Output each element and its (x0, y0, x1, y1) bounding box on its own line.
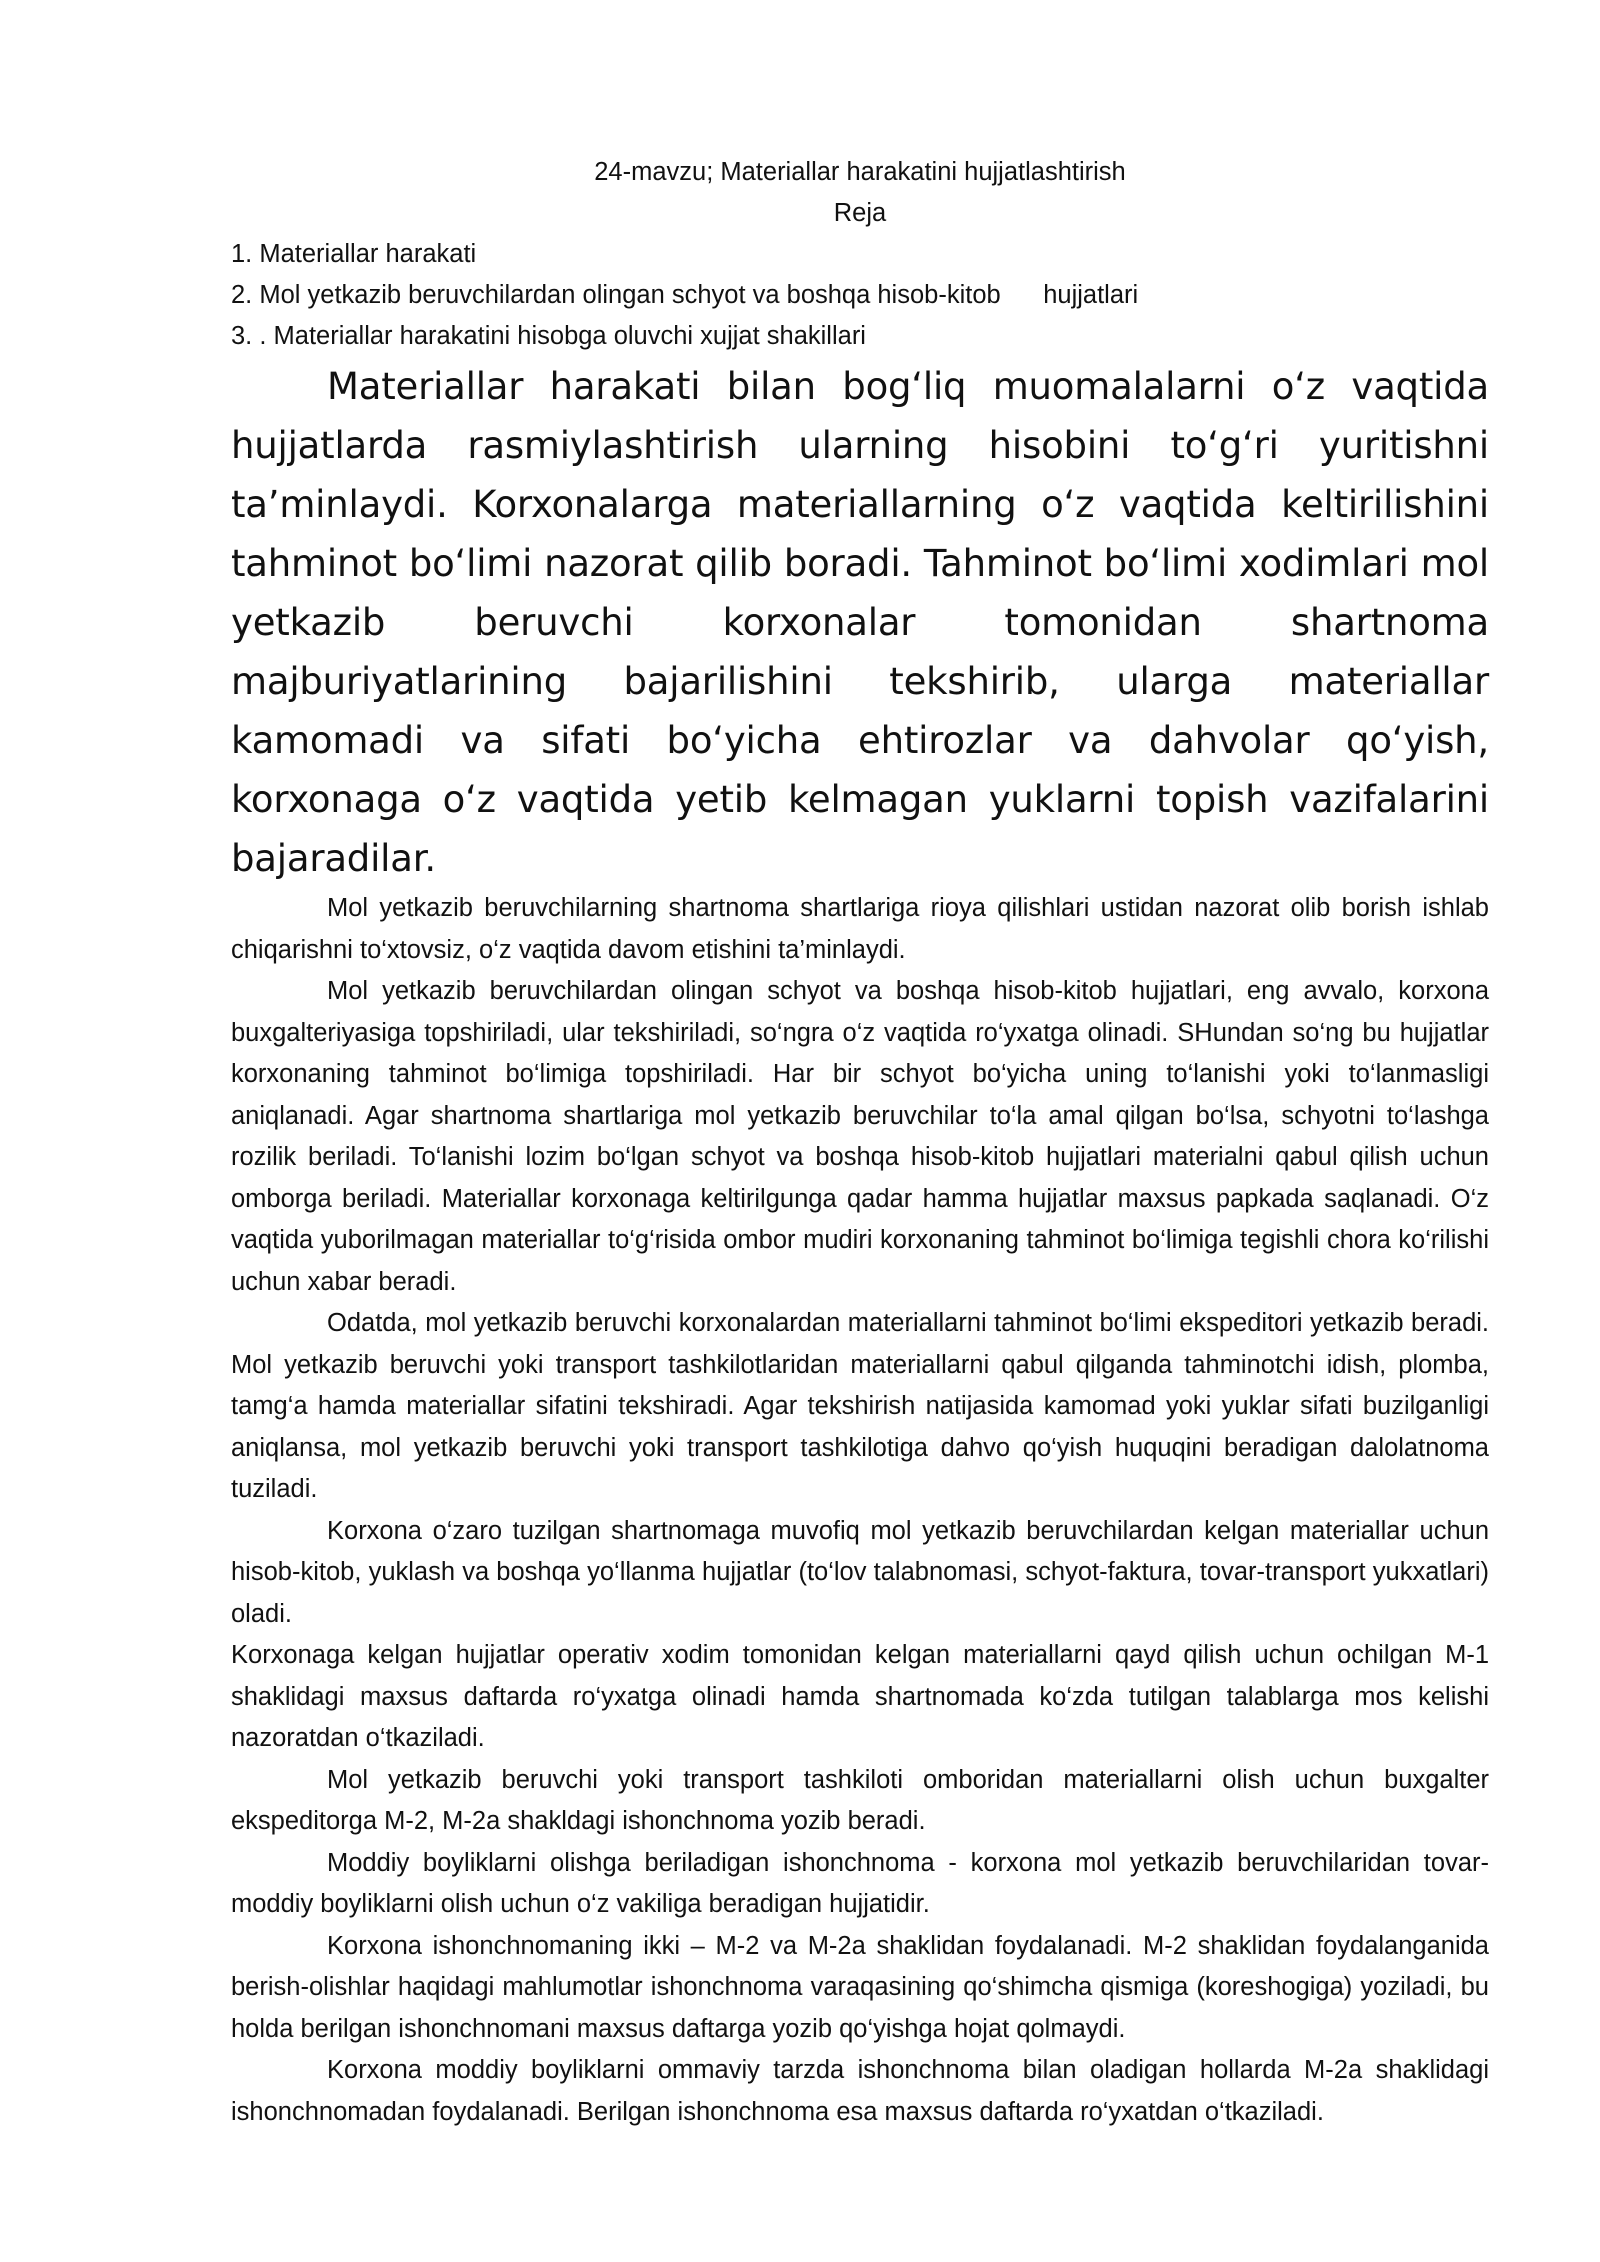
document-body (231, 152, 1489, 2133)
body-paragraph: Korxona o‘zaro tuzilgan shartnomaga muvofiq mol yetkazib beruvchilardan kelgan materiallar uchun hisob-kitob, yuklash va boshqa yo‘llanma hujjatlar (to‘lov talabnomasi, schyot-faktura, tovar-transport yukxatlari) oladi. (231, 1516, 1489, 1628)
plan-item-3: 3. . Materiallar harakatini hisobga oluvchi xujjat shakillari (231, 322, 866, 350)
plan-heading: Reja (833, 199, 887, 227)
body-paragraph: Korxonaga kelgan hujjatlar operativ xodim tomonidan kelgan materiallarni qayd qilish uchun ochilgan M-1 shaklidagi maxsus daftarda ro‘yxatga olinadi hamda shartnomada ko‘zda tutilgan talablarga mos kelishi nazoratdan o‘tkaziladi. (231, 1641, 1489, 1752)
body-paragraph: Mol yetkazib beruvchilarning shartnoma shartlariga rioya qilishlari ustidan nazorat olib borish ishlab chiqarishni to‘xtovsiz, o‘z vaqtida davom etishini ta’minlaydi. (231, 894, 1489, 964)
document-title: 24-mavzu; Materiallar harakatini hujjatlashtirish (594, 158, 1126, 186)
plan-item-2: 2. Mol yetkazib beruvchilardan olingan schyot va boshqa hisob-kitob hujjatlari (231, 281, 1139, 309)
body-paragraph: Mol yetkazib beruvchi yoki transport tashkiloti omboridan materiallarni olish uchun buxgalter ekspeditorga M-2, M-2a shakldagi ishonchnoma yozib beradi. (231, 1765, 1489, 1835)
plan-item-1: 1. Materiallar harakati (231, 240, 477, 268)
body-paragraph: Korxona moddiy boyliklarni ommaviy tarzda ishonchnoma bilan oladigan hollarda M-2a shaklidagi ishonchnomadan foydalanadi. Berilgan ishonchnoma esa maxsus daftarda ro‘yxatdan o‘tkaziladi. (231, 2056, 1489, 2126)
body-paragraph: Korxona ishonchnomaning ikki – M-2 va M-2a shaklidan foydalanadi. M-2 shaklidan foydalanganida berish-olishlar haqidagi mahlumotlar ishonchnoma varaqasining qo‘shimcha qismiga (koreshogiga) yoziladi, bu holda berilgan ishonchnomani maxsus daftarga yozib qo‘yishga hojat qolmaydi. (231, 1931, 1489, 2043)
body-paragraph: Mol yetkazib beruvchilardan olingan schyot va boshqa hisob-kitob hujjatlari, eng avvalo, korxona buxgalteriyasiga topshiriladi, ular tekshiriladi, so‘ngra o‘z vaqtida ro‘yxatga olinadi. SHundan so‘ng bu hujjatlar korxonaning tahminot bo‘limiga topshiriladi. Har bir schyot bo‘yicha uning to‘lanishi yoki to‘lanmasligi aniqlanadi. Agar shartnoma shartlariga mol yetkazib beruvchilar to‘la amal qilgan bo‘lsa, schyotni to‘lashga rozilik beriladi. To‘lanishi lozim bo‘lgan schyot va boshqa hisob-kitob hujjatlari materialni qabul qilish uchun omborga beriladi. Materiallar korxonaga keltirilgunga qadar hamma hujjatlar maxsus papkada saqlanadi. O‘z vaqtida yuborilmagan materiallar to‘g‘risida ombor mudiri korxonaning tahminot bo‘limiga tegishli chora ko‘rilishi uchun xabar beradi. (231, 977, 1489, 1296)
lead-paragraph: Materiallar harakati bilan bog‘liq muomalalarni o‘z vaqtida hujjatlarda rasmiylashtirish ularning hisobini to‘g‘ri yuritishni ta’minlaydi. Korxonalarga materiallarning o‘z vaqtida keltirilishini tahminot bo‘limi nazorat qilib boradi. Tahminot bo‘limi xodimlari mol yetkazib beruvchi korxonalar tomonidan shartnoma majburiyatlarining bajarilishini tekshirib, ularga materiallar kamomadi va sifati bo‘yicha ehtirozlar va dahvolar qo‘yish, korxonaga o‘z vaqtida yetib kelmagan yuklarni topish vazifalarini bajaradilar. (231, 365, 1489, 880)
body-paragraph: Odatda, mol yetkazib beruvchi korxonalardan materiallarni tahminot bo‘limi ekspeditori yetkazib beradi. Mol yetkazib beruvchi yoki transport tashkilotlaridan materiallarni qabul qilganda tahminotchi idish, plomba, tamg‘a hamda materiallar sifatini tekshiradi. Agar tekshirish natijasida kamomad yoki yuklar sifati buzilganligi aniqlansa, mol yetkazib beruvchi yoki transport tashkilotiga dahvo qo‘yish huquqini beradigan dalolatnoma tuziladi. (231, 1309, 1489, 1503)
body-paragraph: Moddiy boyliklarni olishga beriladigan ishonchnoma - korxona mol yetkazib beruvchilaridan tovar-moddiy boyliklarni olish uchun o‘z vakiliga beradigan hujjatidir. (231, 1848, 1489, 1918)
